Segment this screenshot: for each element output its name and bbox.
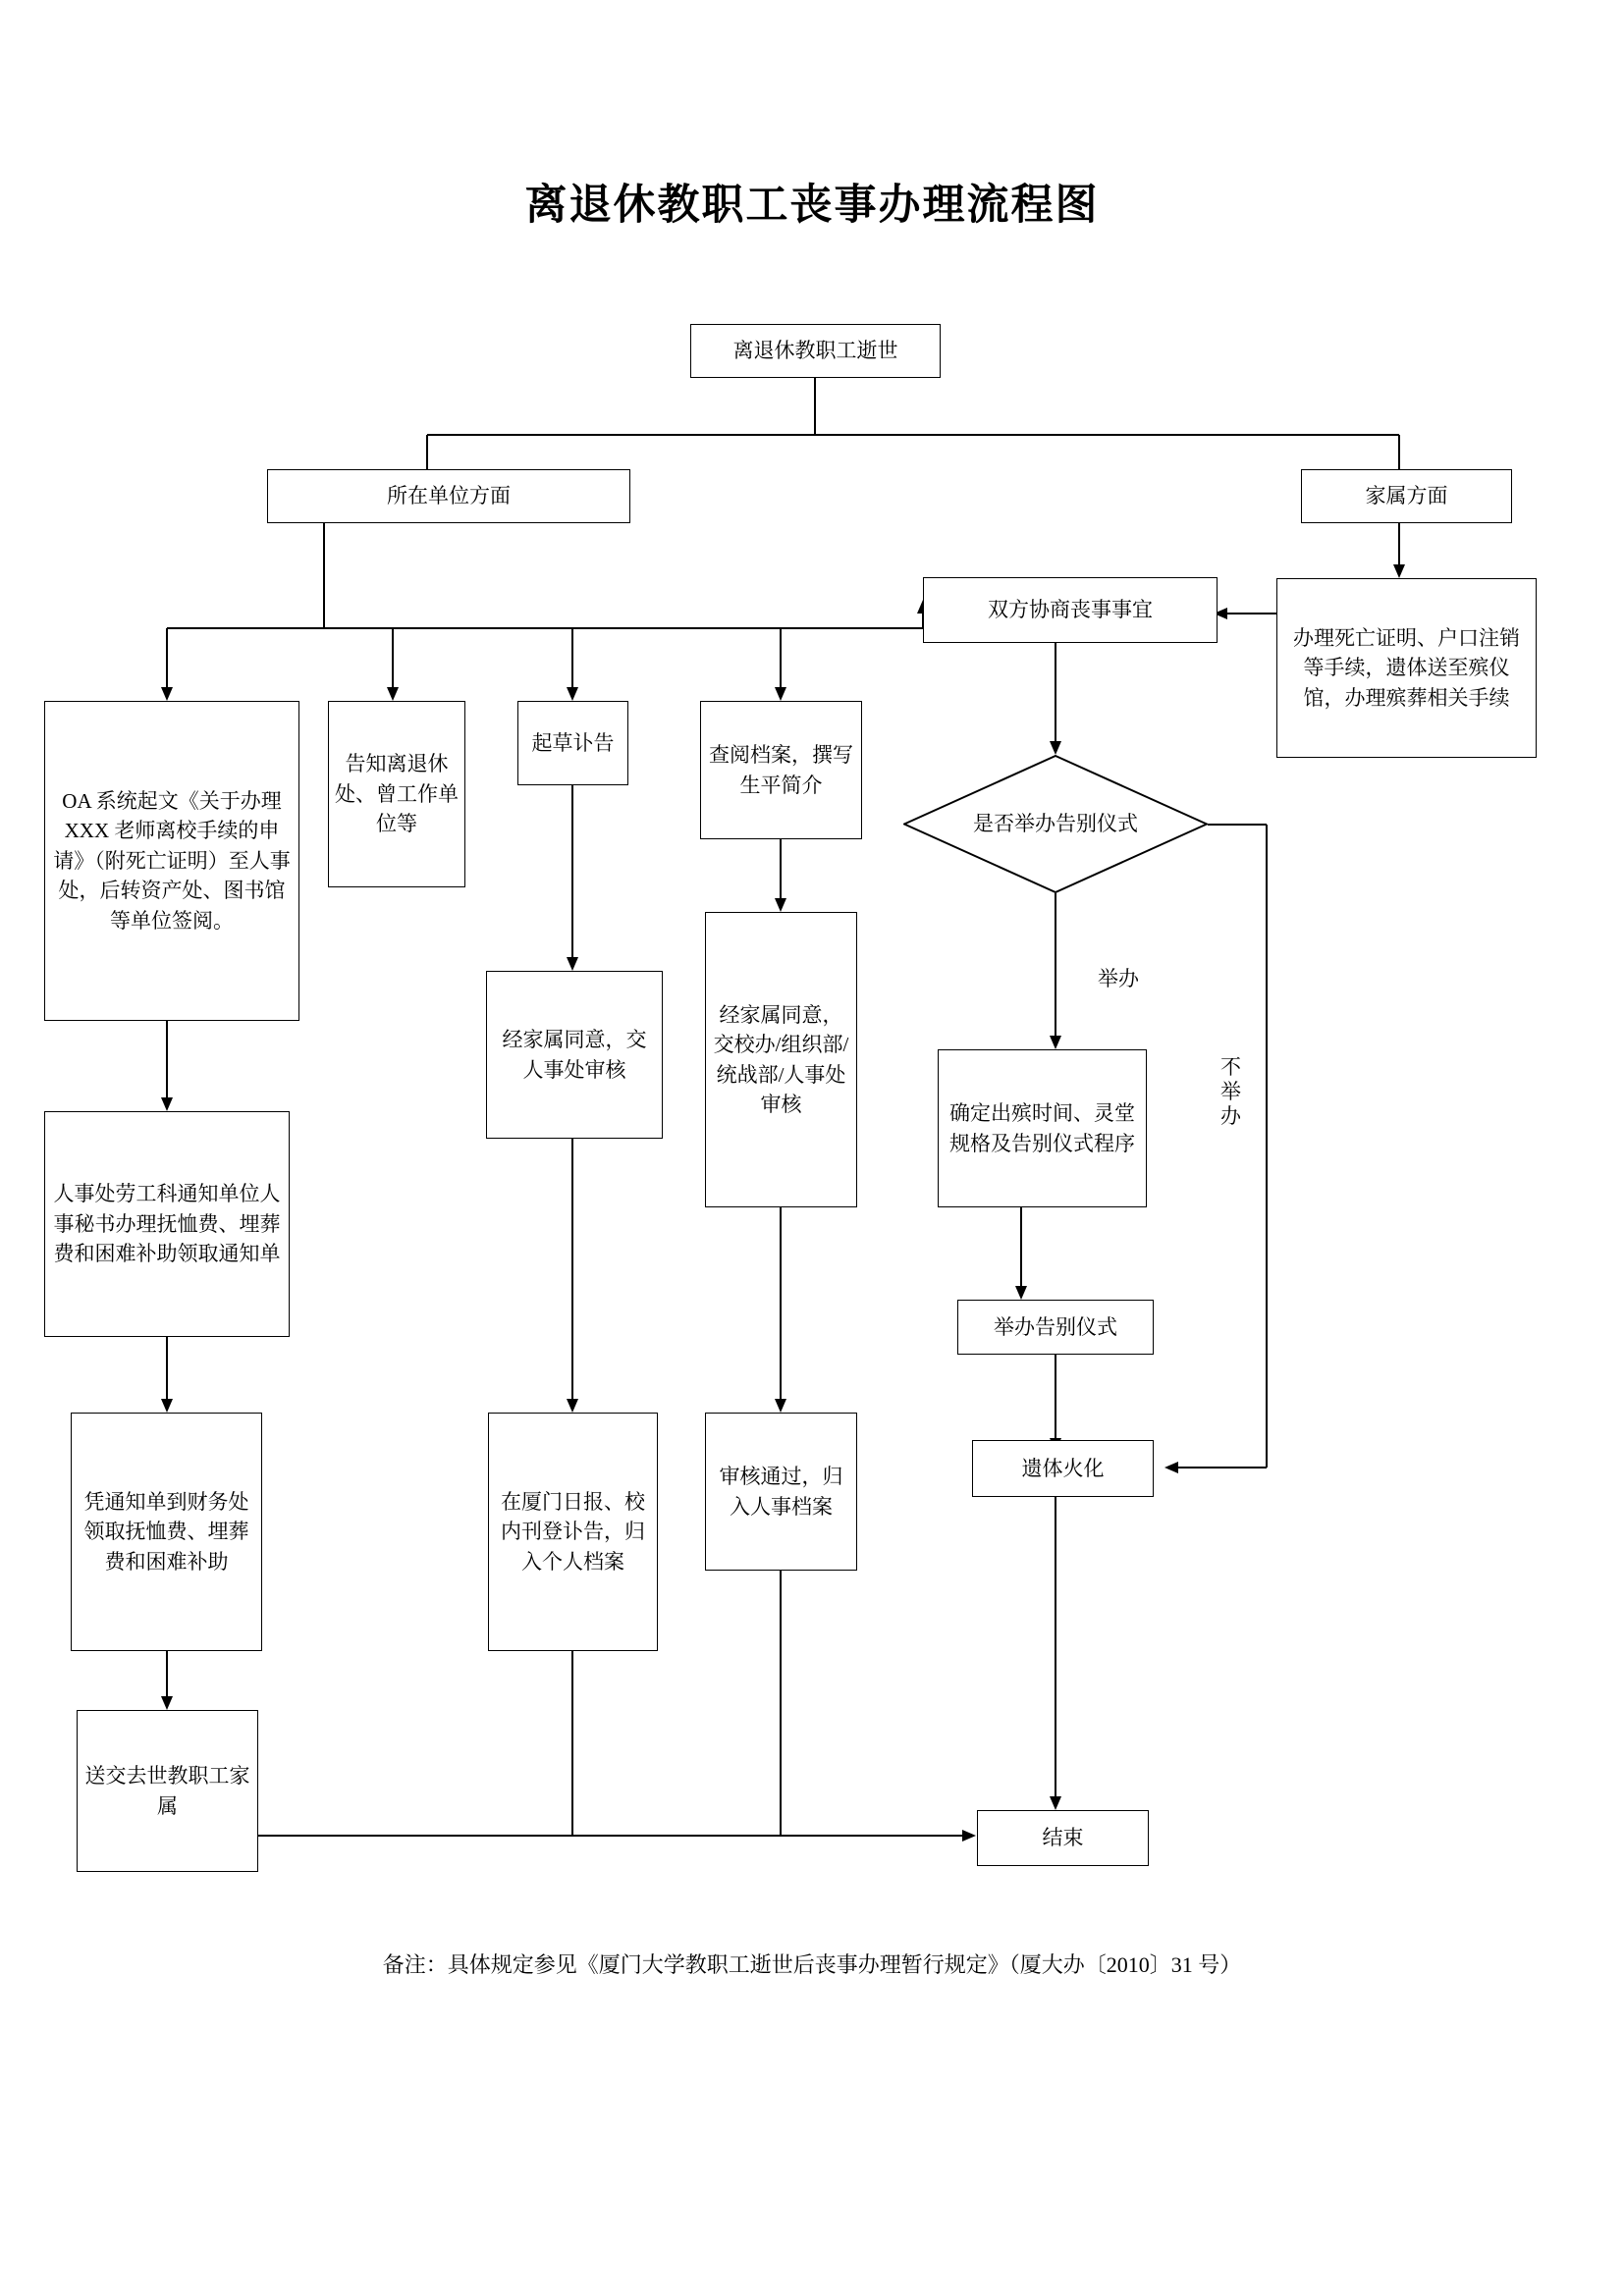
edge-label-hold: 举办 <box>1098 967 1139 990</box>
node-start[interactable] <box>690 324 941 378</box>
node-family-agree-hr[interactable] <box>486 971 663 1139</box>
node-oa-draft[interactable] <box>44 701 299 1021</box>
node-cremation[interactable] <box>972 1440 1154 1497</box>
node-unit-side-label: 所在单位方面 <box>387 484 511 508</box>
node-review-pass-label: 审核通过，归入人事档案 <box>719 1465 843 1519</box>
node-deliver-family-label: 送交去世教职工家属 <box>84 1764 250 1818</box>
node-family-agree-depts-label: 经家属同意，交校办/组织部/统战部/人事处审核 <box>713 1002 849 1116</box>
node-archive-bio[interactable] <box>700 701 862 839</box>
node-family-procedures-label: 办理死亡证明、户口注销等手续，遗体送至殡仪馆，办理殡葬相关手续 <box>1293 625 1520 710</box>
node-hr-notice-label: 人事处劳工科通知单位人事秘书办理抚恤费、埋葬费和困难补助领取通知单 <box>53 1182 281 1266</box>
node-family-procedures[interactable] <box>1276 578 1537 758</box>
node-family-agree-depts[interactable] <box>705 912 857 1207</box>
node-decision-label: 是否举办告别仪式 <box>973 812 1138 836</box>
node-cremation-label: 遗体火化 <box>1021 1456 1105 1480</box>
node-family-agree-hr-label: 经家属同意，交人事处审核 <box>502 1028 647 1082</box>
node-claim-fees[interactable] <box>71 1413 262 1651</box>
node-oa-draft-label: OA 系统起文《关于办理 XXX 老师离校手续的申请》（附死亡证明）至人事处，后转资产处、图书馆等单位签阅。 <box>53 788 291 933</box>
node-hr-notice[interactable] <box>44 1111 290 1337</box>
node-draft-obituary[interactable] <box>517 701 628 785</box>
footnote: 备注：具体规定参见《厦门大学教职工逝世后丧事办理暂行规定》（厦大办〔2010〕31 号） <box>382 1952 1242 1977</box>
node-publish-obituary[interactable] <box>488 1413 658 1651</box>
node-review-pass[interactable] <box>705 1413 857 1571</box>
node-unit-side[interactable] <box>267 469 630 523</box>
node-notify-offices[interactable] <box>328 701 465 887</box>
node-negotiate-label: 双方协商丧事事宜 <box>988 598 1153 622</box>
node-end-label: 结束 <box>1042 1826 1084 1850</box>
node-publish-obituary-label: 在厦门日报、校内刊登讣告，归入个人档案 <box>501 1489 645 1574</box>
node-end[interactable] <box>977 1810 1149 1866</box>
edge-label-not-hold: 不举办 <box>1220 1055 1241 1129</box>
node-claim-fees-label: 凭通知单到财务处领取抚恤费、埋葬费和困难补助 <box>83 1489 249 1574</box>
node-draft-obituary-label: 起草讣告 <box>531 730 615 755</box>
node-family-side-label: 家属方面 <box>1365 484 1448 508</box>
node-start-label: 离退休教职工逝世 <box>732 339 898 363</box>
node-hold-ceremony-label: 举办告别仪式 <box>994 1314 1117 1339</box>
node-hold-ceremony[interactable] <box>957 1300 1154 1355</box>
node-family-side[interactable] <box>1301 469 1512 523</box>
node-funeral-details[interactable] <box>938 1049 1147 1207</box>
node-negotiate[interactable] <box>923 577 1218 643</box>
node-archive-bio-label: 查阅档案，撰写生平简介 <box>709 743 853 797</box>
node-deliver-family[interactable] <box>77 1710 258 1872</box>
page-title: 离退休教职工丧事办理流程图 <box>524 183 1100 229</box>
node-funeral-details-label: 确定出殡时间、灵堂规格及告别仪式程序 <box>949 1101 1135 1155</box>
node-notify-offices-label: 告知离退休处、曾工作单位等 <box>335 752 459 836</box>
node-decision[interactable] <box>903 755 1208 893</box>
